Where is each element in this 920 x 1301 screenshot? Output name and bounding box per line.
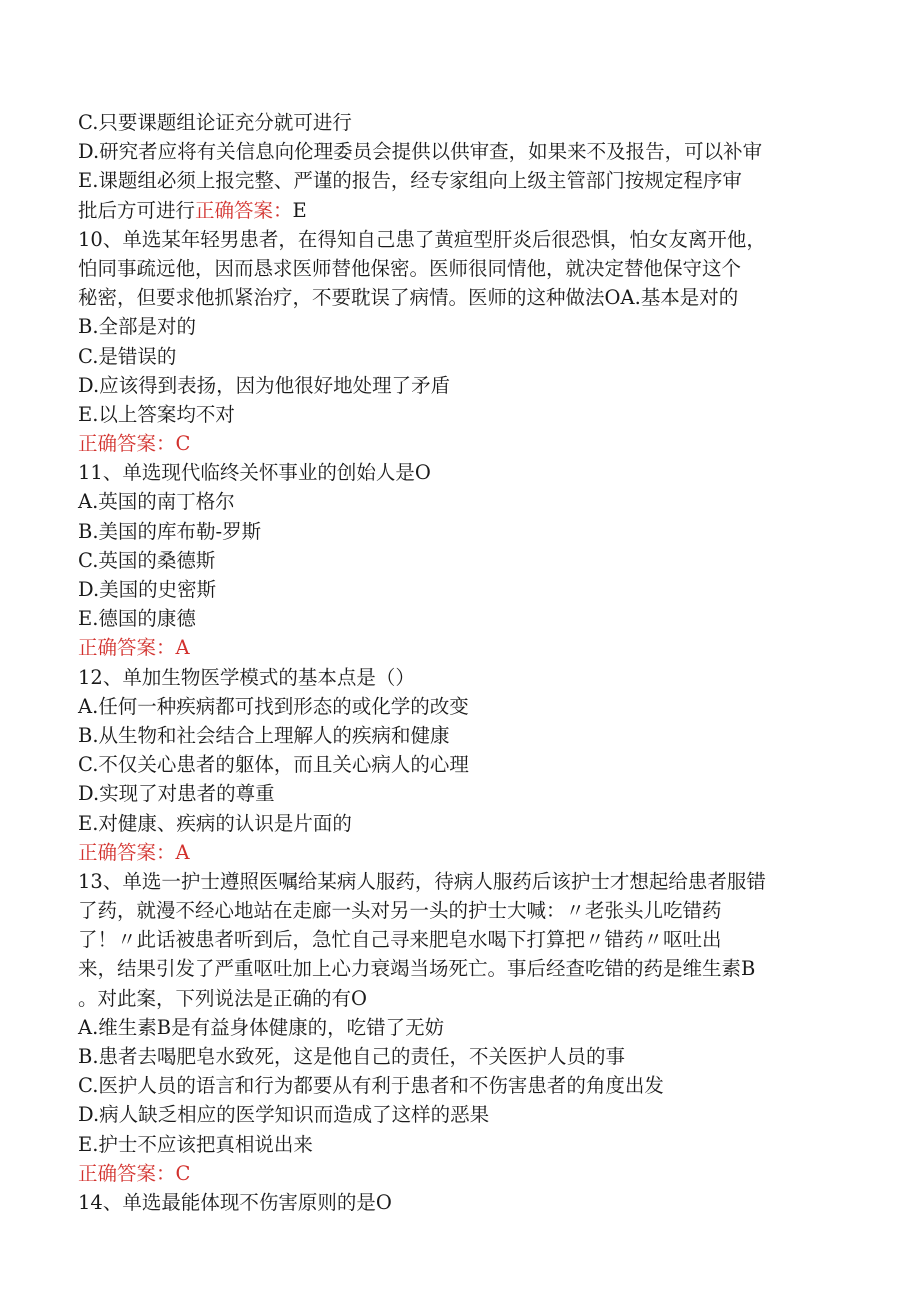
option-line [78,779,858,808]
line-text: E.护士不应该把真相说出来 [78,1132,313,1156]
line-text: D.病人缺乏相应的医学知识而造成了这样的恶果 [78,1103,490,1127]
option-line [78,1013,858,1042]
text-line [78,108,858,137]
line-text: 了药，就漫不经心地站在走廊一头对另一头的护士大喊：〃老张头儿吃错药 [78,899,722,923]
option-line [78,575,858,604]
document-page [78,108,858,1217]
option-line [78,721,858,750]
answer-line [78,429,858,458]
line-text: 秘密，但要求他抓紧治疗，不要耽误了病情。医师的这种做法OA.基本是对的 [78,286,739,310]
option-line [78,1130,858,1159]
option-line [78,1071,858,1100]
answer-value: A [175,840,190,864]
answer-label: 正确答案： [78,1161,176,1185]
answer-value: C [175,432,191,456]
option-line [78,604,858,633]
line-text: C.医护人员的语言和行为都要从有利于患者和不伤害患者的角度出发 [78,1074,664,1098]
line-text: 批后方可进行 [78,198,196,222]
question-line [78,984,858,1013]
line-text: E.以上答案均不对 [78,402,235,426]
option-line [78,1042,858,1071]
option-line [78,1100,858,1129]
option-line [78,750,858,779]
question-line [78,954,858,983]
question-line [78,896,858,925]
line-text: 11、单选现代临终关怀事业的创始人是O [78,461,431,485]
line-text: C.不仅关心患者的躯体，而且关心病人的心理 [78,753,469,777]
question-line [78,1188,858,1217]
answer-value: A [175,636,190,660]
option-line [78,371,858,400]
line-text: E.德国的康德 [78,607,196,631]
line-text: C.英国的桑德斯 [78,548,216,572]
line-text: B.患者去喝肥皂水致死，这是他自己的责任，不关医护人员的事 [78,1045,626,1068]
answer-label: 正确答案： [195,198,293,222]
line-text: A.维生素B是有益身体健康的，吃错了无妨 [78,1015,445,1039]
answer-label: 正确答案： [78,636,176,660]
text-line [78,137,858,166]
line-text: C.只要课题组论证充分就可进行 [78,111,352,134]
question-line [78,225,858,254]
line-text: 。对此案，下列说法是正确的有O [78,986,367,1010]
answer-line [78,1159,858,1188]
line-text: 12、单加生物医学模式的基本点是（） [78,665,415,689]
option-line [78,809,858,838]
answer-line [78,633,858,662]
question-line [78,925,858,954]
question-line [78,867,858,896]
question-line [78,254,858,283]
line-text: 怕同事疏远他，因而恳求医师替他保密。医师很同情他，就决定替他保守这个 [78,256,742,280]
answer-line [78,838,858,867]
line-text: 13、单选一护士遵照医嘱给某病人服药，待病人服药后该护士才想起给患者服错 [78,869,766,893]
line-text: C.是错误的 [78,344,177,368]
option-line [78,487,858,516]
line-text: 14、单选最能体现不伤害原则的是O [78,1190,392,1214]
line-text: D.研究者应将有关信息向伦理委员会提供以供审查，如果来不及报告，可以补审 [78,140,763,164]
answer-value: C [175,1161,191,1185]
line-text: D.应该得到表扬，因为他很好地处理了矛盾 [78,373,451,397]
line-text: B.从生物和社会结合上理解人的疾病和健康 [78,723,450,747]
line-text: B.全部是对的 [78,315,197,339]
line-text: E.对健康、疾病的认识是片面的 [78,811,352,835]
line-text: D.实现了对患者的尊重 [78,782,275,806]
answer-label: 正确答案： [78,840,176,864]
option-line [78,312,858,341]
line-text: 来，结果引发了严重呕吐加上心力衰竭当场死亡。事后经查吃错的药是维生素B [78,957,756,981]
line-text: A.英国的南丁格尔 [78,490,235,514]
option-line [78,517,858,546]
answer-label: 正确答案： [78,432,176,456]
line-text: D.美国的史密斯 [78,578,217,601]
text-line [78,196,858,225]
text-line [78,166,858,195]
option-line [78,400,858,429]
line-text: 了！〃此话被患者听到后，急忙自己寻来肥皂水喝下打算把〃错药〃呕吐出 [78,928,722,952]
option-line [78,692,858,721]
line-text: A.任何一种疾病都可找到形态的或化学的改变 [78,694,469,718]
answer-value: E [292,198,307,222]
line-text: E.课题组必须上报完整、严谨的报告，经专家组向上级主管部门按规定程序审 [78,169,742,193]
question-line [78,663,858,692]
line-text: B.美国的库布勒-罗斯 [78,519,262,543]
question-line [78,283,858,312]
line-text: 10、单选某年轻男患者，在得知自己患了黄疸型肝炎后很恐惧，怕女友离开他， [78,227,766,251]
question-line [78,458,858,487]
option-line [78,342,858,371]
option-line [78,546,858,575]
